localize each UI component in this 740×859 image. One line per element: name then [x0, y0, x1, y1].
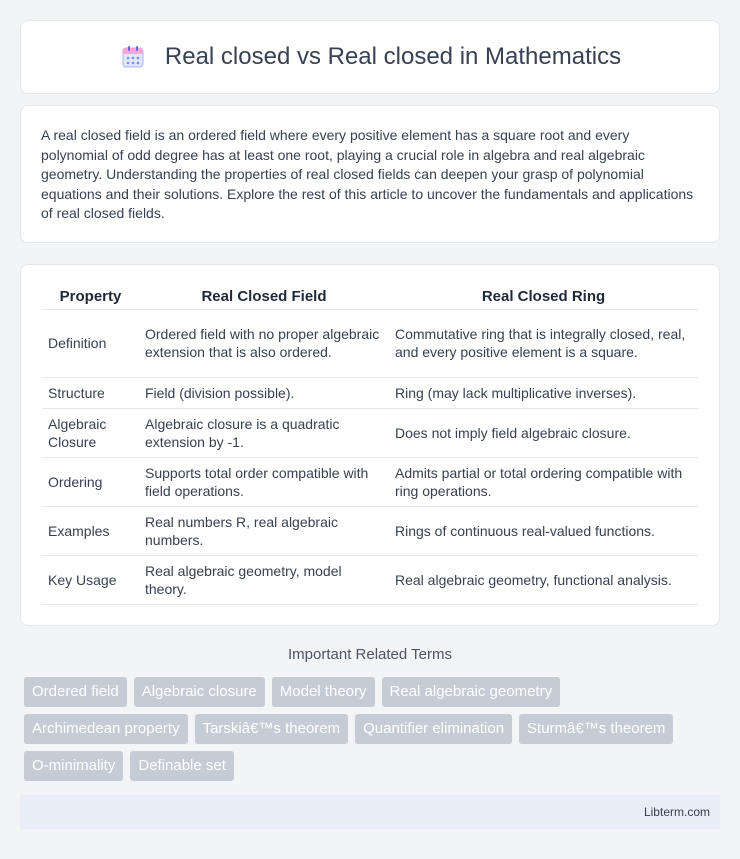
row-property: Algebraic Closure: [42, 408, 139, 457]
row-ring-value: Admits partial or total ordering compatible with ring operations.: [389, 457, 698, 506]
footer-brand-link[interactable]: Libterm.com: [643, 805, 710, 819]
title-card: [20, 20, 720, 94]
row-field-value: Real numbers R, real algebraic numbers.: [139, 506, 389, 555]
tag-sturms-theorem[interactable]: Sturmâ€™s theorem: [519, 714, 673, 744]
row-ring-value: Ring (may lack multiplicative inverses).: [389, 377, 698, 408]
related-terms-title: Important Related Terms: [288, 646, 452, 663]
tag-real-algebraic-geometry[interactable]: Real algebraic geometry: [382, 677, 561, 707]
tag-tarskis-theorem[interactable]: Tarskiâ€™s theorem: [195, 714, 349, 744]
column-header-ring: Real Closed Ring: [389, 285, 698, 309]
row-ring-value: Does not imply field algebraic closure.: [389, 408, 698, 457]
table-row: [42, 408, 698, 457]
row-field-value: Algebraic closure is a quadratic extension by -1.: [139, 408, 389, 457]
comparison-table: [42, 285, 698, 605]
row-ring-value: Real algebraic geometry, functional analysis.: [389, 555, 698, 604]
related-terms-section: [20, 646, 720, 781]
row-field-value: Real algebraic geometry, model theory.: [139, 555, 389, 604]
table-row: [42, 309, 698, 377]
row-ring-value: Rings of continuous real-valued functions.: [389, 506, 698, 555]
row-property: Structure: [42, 377, 139, 408]
table-header-row: [42, 285, 698, 309]
table-row: [42, 555, 698, 604]
intro-card: [20, 105, 720, 243]
tag-quantifier-elimination[interactable]: Quantifier elimination: [355, 714, 512, 744]
row-property: Ordering: [42, 457, 139, 506]
tag-archimedean-property[interactable]: Archimedean property: [24, 714, 188, 744]
tag-model-theory[interactable]: Model theory: [272, 677, 375, 707]
row-field-value: Supports total order compatible with field operations.: [139, 457, 389, 506]
tag-ordered-field[interactable]: Ordered field: [24, 677, 127, 707]
column-header-field: Real Closed Field: [139, 285, 389, 309]
row-property: Definition: [42, 309, 139, 377]
comparison-card: [20, 264, 720, 626]
table-row: [42, 377, 698, 408]
row-field-value: Field (division possible).: [139, 377, 389, 408]
calendar-icon: [119, 43, 147, 71]
row-ring-value: Commutative ring that is integrally closed, real, and every positive element is a square.: [389, 309, 698, 377]
row-property: Key Usage: [42, 555, 139, 604]
tag-algebraic-closure[interactable]: Algebraic closure: [134, 677, 265, 707]
related-terms-list: [20, 677, 720, 781]
row-field-value: Ordered field with no proper algebraic extension that is also ordered.: [139, 309, 389, 377]
column-header-property: Property: [42, 285, 139, 309]
table-row: [42, 457, 698, 506]
table-row: [42, 506, 698, 555]
footer: [20, 795, 720, 829]
tag-definable-set[interactable]: Definable set: [130, 751, 234, 781]
intro-paragraph: A real closed field is an ordered field where every positive element has a square root and every polynomial of odd degree has at least one root, playing a crucial role in algebra and real algebraic geometry. Understanding the properties of real closed fields can deepen your grasp of polynomial equations and their solutions. Explore the rest of this article to uncover the fundamentals and applications of real closed fields.: [41, 127, 694, 222]
tag-o-minimality[interactable]: O-minimality: [24, 751, 123, 781]
page-title: Real closed vs Real closed in Mathematics: [164, 43, 622, 70]
row-property: Examples: [42, 506, 139, 555]
